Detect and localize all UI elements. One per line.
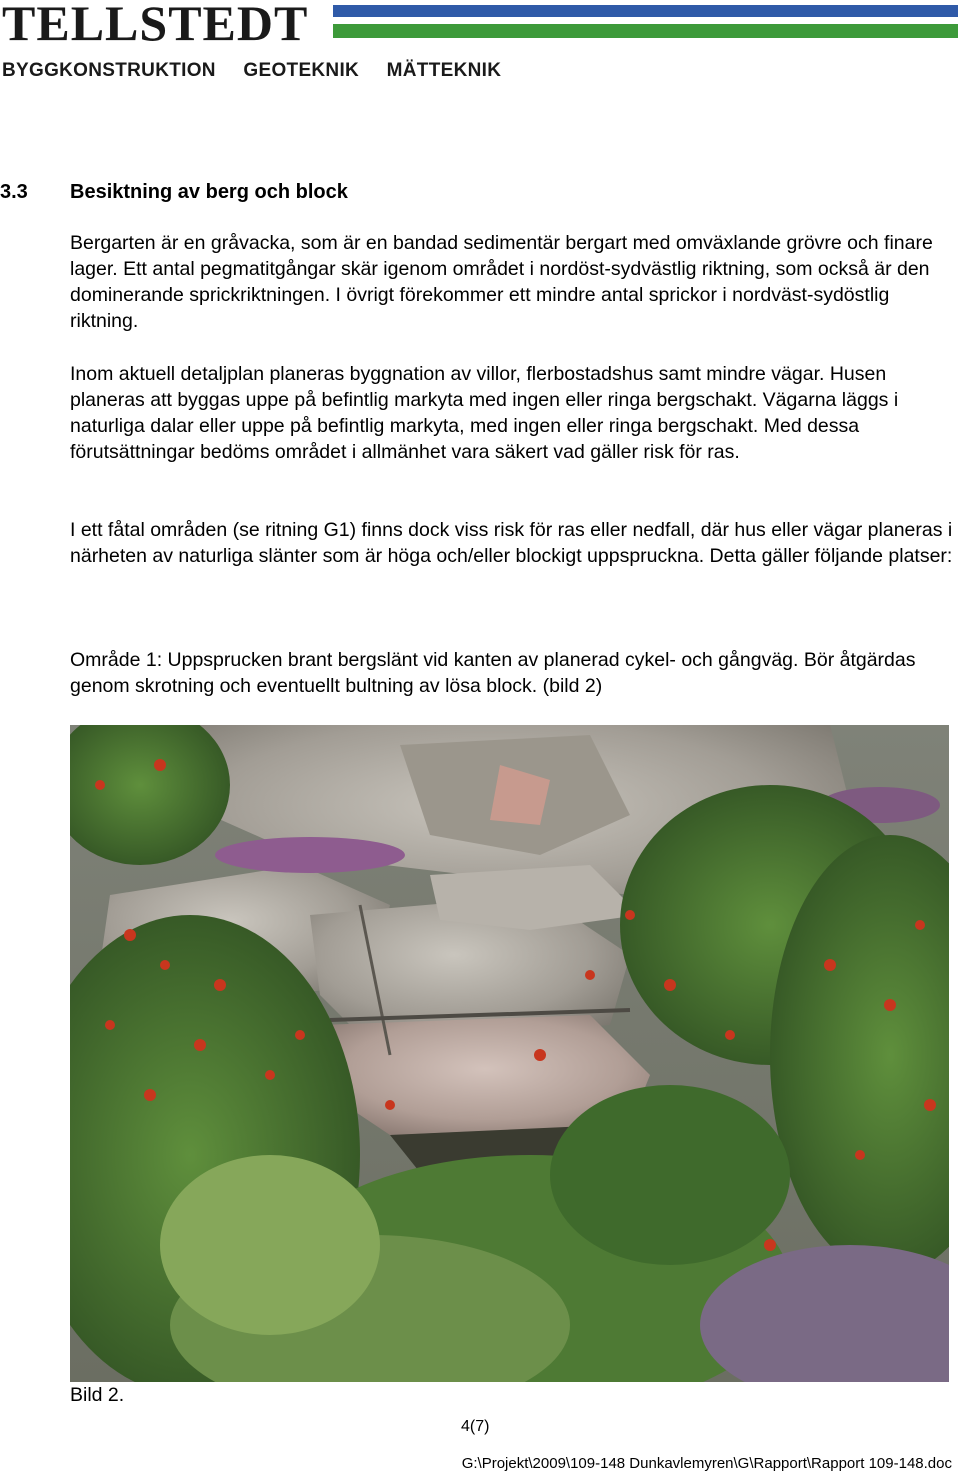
document-file-path: G:\Projekt\2009\109-148 Dunkavlemyren\G\Rapport\Rapport 109-148.doc xyxy=(461,1455,952,1472)
rock-slope-photo xyxy=(70,725,949,1382)
section-number: 3.3 xyxy=(0,181,28,203)
section-title: Besiktning av berg och block xyxy=(70,181,348,203)
company-tagline xyxy=(2,60,523,82)
paragraph-area-1: Område 1: Uppsprucken brant bergslänt vid kanten av planerad cykel- och gångväg. Bör åtgärdas genom skrotning och eventuellt bultning av lösa block. (bild 2) xyxy=(70,649,916,697)
paragraph-risk-areas: I ett fåtal områden (se ritning G1) finns dock viss risk för ras eller nedfall, där hus eller vägar planeras i närheten av naturliga slänter som är höga och/eller blockigt uppspruckna. Detta gäller följande platser: xyxy=(70,519,953,567)
tagline-item: BYGGKONSTRUKTION xyxy=(2,60,216,81)
tagline-item: GEOTEKNIK xyxy=(243,60,360,81)
company-logo-wordmark: TELLSTEDT xyxy=(2,0,309,51)
figure-caption: Bild 2. xyxy=(70,1384,125,1406)
paragraph-planning: Inom aktuell detaljplan planeras byggnation av villor, flerbostadshus samt mindre vägar. Husen planeras att byggas uppe på befintlig markyta med ingen eller ringa bergschakt. Vägarna läggs i naturliga dalar eller uppe på befintlig markyta, med ingen eller ringa bergschakt. Med dessa förutsättningar bedöms området i allmänhet vara säkert vad gäller risk för ras. xyxy=(70,363,899,463)
tagline-item: MÄTTEKNIK xyxy=(386,60,502,81)
page-number: 4(7) xyxy=(461,1418,490,1435)
paragraph-bedrock: Bergarten är en gråvacka, som är en bandad sedimentär bergart med omväxlande grövre och finare lager. Ett antal pegmatitgångar skär igenom området i nordöst-sydvästlig riktning, som också är den dominerande sprickriktningen. I övrigt förekommer ett mindre antal sprickor i nordväst-sydöstlig riktning. xyxy=(70,232,933,332)
header-stripe-green xyxy=(333,24,958,38)
header-stripe-blue xyxy=(333,5,958,17)
